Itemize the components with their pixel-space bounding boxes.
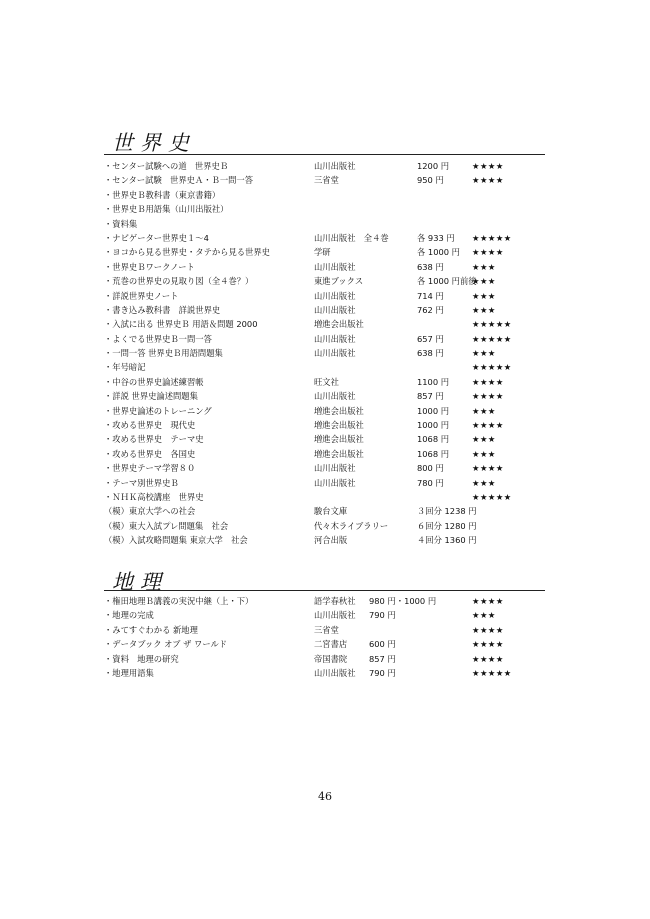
- book-title: ・一問一答 世界史Ｂ用語問題集: [104, 348, 223, 359]
- publisher: 増進会出版社: [314, 448, 364, 459]
- publisher: 増進会出版社: [314, 434, 364, 445]
- list-item: [104, 652, 545, 666]
- price: 790 円: [369, 667, 396, 678]
- rating: ★★★★★: [472, 491, 512, 502]
- book-title: （模）東京大学への社会: [104, 506, 196, 517]
- publisher: 山川出版社: [314, 333, 356, 344]
- rating: ★★★★★: [472, 319, 512, 330]
- price: 950 円: [417, 175, 444, 186]
- publisher: 三省堂: [314, 175, 339, 186]
- price: 各 1000 円前後: [417, 276, 477, 287]
- list-item: [104, 360, 545, 374]
- list-item: [104, 666, 545, 680]
- publisher: 山川出版社: [314, 304, 356, 315]
- list-item: [104, 173, 545, 187]
- rating: ★★★★: [472, 161, 504, 171]
- book-title: ・ヨコから見る世界史・タテから見る世界史: [104, 247, 270, 258]
- page-number: 46: [318, 790, 332, 803]
- list-item: [104, 303, 545, 317]
- list-item: [104, 608, 545, 622]
- publisher: 山川出版社 全４巻: [314, 232, 389, 243]
- list-item: [104, 447, 545, 461]
- list-item: [104, 533, 545, 547]
- book-title: ・世界史Ｂ用語集（山川出版社）: [104, 204, 229, 215]
- publisher: 山川出版社: [314, 477, 356, 488]
- publisher: 二宮書店: [314, 639, 348, 650]
- book-title: ・よくでる世界史Ｂ一問一答: [104, 333, 212, 344]
- price: ６回分 1280 円: [417, 520, 477, 531]
- list-item: [104, 519, 545, 533]
- book-title: ・センター試験への道 世界史Ｂ: [104, 161, 229, 171]
- book-title: ・世界史Ｂワークノート: [104, 261, 195, 272]
- price: 780 円: [417, 477, 444, 488]
- book-title: ・ナビゲーター世界史１～4: [104, 232, 209, 243]
- section-title-geography: 地理: [112, 570, 168, 594]
- book-title: ・書き込み教科書 詳説世界史: [104, 304, 221, 315]
- price: 各 933 円: [417, 232, 455, 243]
- rating: ★★★★: [472, 463, 504, 474]
- price: 657 円: [417, 333, 444, 344]
- rating: ★★★★: [472, 596, 504, 606]
- publisher: 山川出版社: [314, 348, 356, 359]
- book-title: ・データブック オブ ザ ワールド: [104, 639, 228, 650]
- rating: ★★★★: [472, 247, 504, 258]
- publisher: 語学春秋社: [314, 596, 356, 606]
- list-item: [104, 317, 545, 331]
- price: 1068 円: [417, 434, 450, 445]
- price: 638 円: [417, 348, 444, 359]
- book-title: （模）東大入試プレ問題集 社会: [104, 520, 229, 531]
- rating: ★★★★: [472, 639, 504, 650]
- publisher: 山川出版社: [314, 290, 356, 301]
- list-item: [104, 274, 545, 288]
- book-title: ・詳説世界史ノート: [104, 290, 179, 301]
- price: 638 円: [417, 261, 444, 272]
- geography-list: [104, 594, 545, 680]
- price: 1068 円: [417, 448, 450, 459]
- publisher: 河合出版: [314, 535, 348, 546]
- book-title: ・世界史テーマ学習８０: [104, 463, 196, 474]
- book-title: ・地理用語集: [104, 667, 154, 678]
- list-item: [104, 245, 545, 259]
- rating: ★★★★★: [472, 362, 512, 373]
- publisher: 増進会出版社: [314, 420, 364, 431]
- book-title: ・みてすぐわかる 新地理: [104, 624, 198, 635]
- list-item: [104, 594, 545, 608]
- list-item: [104, 418, 545, 432]
- list-item: [104, 637, 545, 651]
- book-title: ・入試に出る 世界史Ｂ 用語＆問題 2000: [104, 319, 258, 330]
- list-item: [104, 432, 545, 446]
- book-title: ・権田地理Ｂ講義の実況中継（上・下）: [104, 596, 254, 606]
- price: 各 1000 円: [417, 247, 460, 258]
- list-item: [104, 202, 545, 216]
- publisher: 三省堂: [314, 624, 339, 635]
- book-title: ・荒巻の世界史の見取り図（全４巻？）: [104, 276, 254, 287]
- rating: ★★★★: [472, 420, 504, 431]
- price: 800 円: [417, 463, 444, 474]
- world-history-list: [104, 159, 545, 548]
- publisher: 代々木ライブラリー: [314, 520, 389, 531]
- rating: ★★★★★: [472, 232, 512, 243]
- publisher: 山川出版社: [314, 610, 356, 621]
- price: ３回分 1238 円: [417, 506, 477, 517]
- book-title: ・攻める世界史 テーマ史: [104, 434, 204, 445]
- book-title: ・資料 地理の研究: [104, 653, 179, 664]
- book-title: ・センター試験 世界史Ａ・Ｂ一問一答: [104, 175, 254, 186]
- list-item: [104, 346, 545, 360]
- section-divider: [104, 590, 545, 591]
- rating: ★★★: [472, 434, 496, 445]
- list-item: [104, 623, 545, 637]
- list-item: [104, 504, 545, 518]
- publisher: 帝国書院: [314, 653, 348, 664]
- book-title: ・年号暗記: [104, 362, 146, 373]
- rating: ★★★: [472, 610, 496, 621]
- rating: ★★★★: [472, 624, 504, 635]
- book-title: ・ＮＨＫ高校講座 世界史: [104, 491, 204, 502]
- price: 857 円: [369, 653, 396, 664]
- list-item: [104, 332, 545, 346]
- book-title: ・攻める世界史 各国史: [104, 448, 196, 459]
- rating: ★★★: [472, 290, 496, 301]
- list-item: [104, 260, 545, 274]
- publisher: 山川出版社: [314, 391, 356, 402]
- rating: ★★★: [472, 261, 496, 272]
- list-item: [104, 404, 545, 418]
- rating: ★★★★★: [472, 333, 512, 344]
- price: ４回分 1360 円: [417, 535, 477, 546]
- publisher: 旺文社: [314, 376, 339, 387]
- publisher: 山川出版社: [314, 161, 356, 171]
- book-title: ・中谷の世界史論述練習帳: [104, 376, 204, 387]
- price: 714 円: [417, 290, 444, 301]
- book-title: ・テーマ別世界史Ｂ: [104, 477, 179, 488]
- list-item: [104, 231, 545, 245]
- list-item: [104, 289, 545, 303]
- list-item: [104, 461, 545, 475]
- price: 600 円: [369, 639, 396, 650]
- rating: ★★★★: [472, 391, 504, 402]
- book-title: ・地理の完成: [104, 610, 154, 621]
- price: 857 円: [417, 391, 444, 402]
- publisher: 山川出版社: [314, 667, 356, 678]
- rating: ★★★: [472, 276, 496, 287]
- section-title-world-history: 世界史: [112, 131, 196, 155]
- publisher: 山川出版社: [314, 261, 356, 272]
- book-title: （模）入試攻略問題集 東京大学 社会: [104, 535, 248, 546]
- price: 1100 円: [417, 376, 450, 387]
- price: 1000 円: [417, 405, 450, 416]
- rating: ★★★: [472, 477, 496, 488]
- publisher: 山川出版社: [314, 463, 356, 474]
- book-title: ・世界史Ｂ教科書（東京書籍）: [104, 189, 221, 200]
- price: 762 円: [417, 304, 444, 315]
- price: 980 円・1000 円: [369, 596, 437, 606]
- book-title: ・世界史論述のトレーニング: [104, 405, 212, 416]
- rating: ★★★: [472, 448, 496, 459]
- rating: ★★★: [472, 304, 496, 315]
- price: 1000 円: [417, 420, 450, 431]
- list-item: [104, 375, 545, 389]
- publisher: 学研: [314, 247, 331, 258]
- publisher: 増進会出版社: [314, 319, 364, 330]
- rating: ★★★★: [472, 653, 504, 664]
- price: 790 円: [369, 610, 396, 621]
- list-item: [104, 389, 545, 403]
- list-item: [104, 159, 545, 173]
- rating: ★★★★: [472, 376, 504, 387]
- publisher: 東進ブックス: [314, 276, 364, 287]
- section-divider: [104, 154, 545, 155]
- rating: ★★★★: [472, 175, 504, 186]
- list-item: [104, 490, 545, 504]
- publisher: 駿台文庫: [314, 506, 348, 517]
- book-title: ・攻める世界史 現代史: [104, 420, 196, 431]
- publisher: 増進会出版社: [314, 405, 364, 416]
- list-item: [104, 476, 545, 490]
- book-title: ・詳説 世界史論述問題集: [104, 391, 198, 402]
- rating: ★★★: [472, 348, 496, 359]
- price: 1200 円: [417, 161, 450, 171]
- book-title: ・資料集: [104, 218, 138, 229]
- list-item: [104, 217, 545, 231]
- rating: ★★★: [472, 405, 496, 416]
- rating: ★★★★★: [472, 667, 512, 678]
- list-item: [104, 188, 545, 202]
